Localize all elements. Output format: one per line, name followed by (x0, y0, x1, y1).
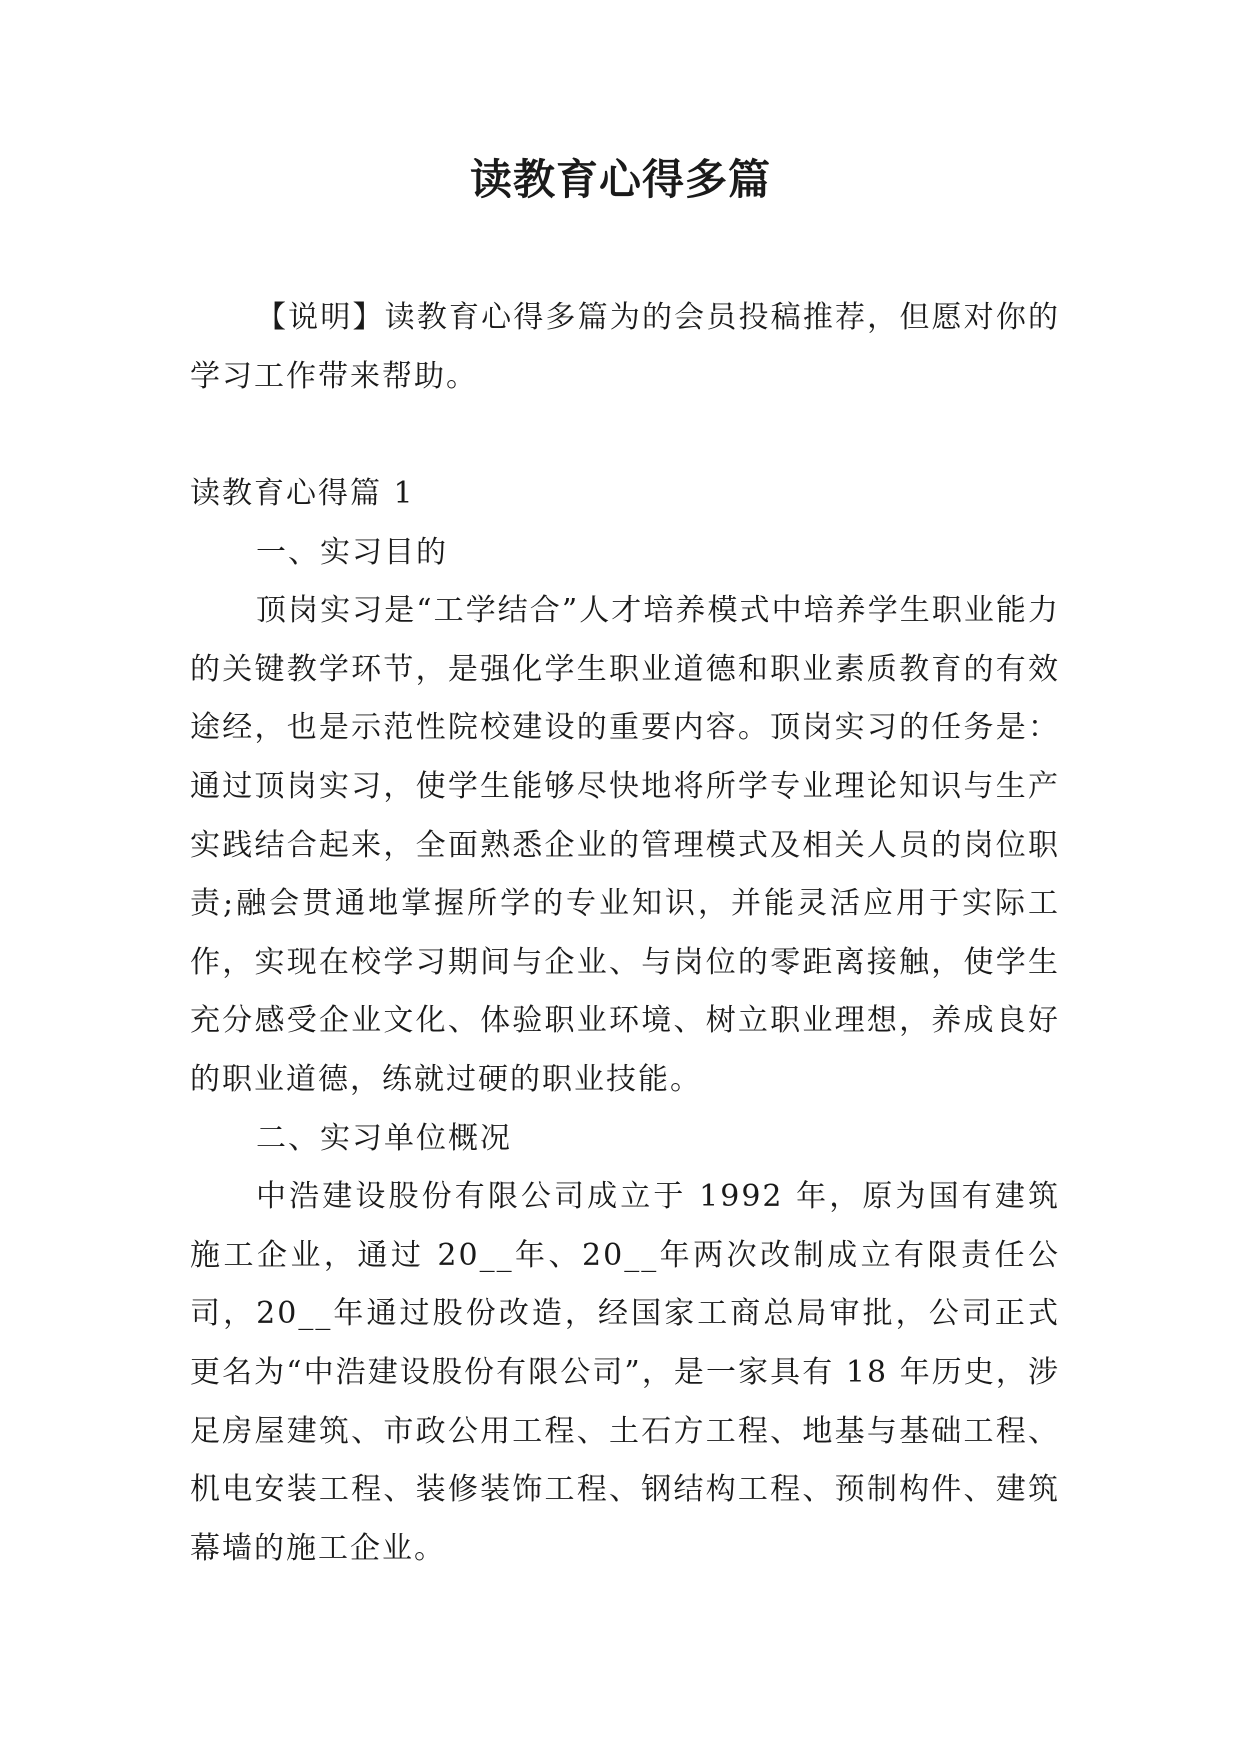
intro-paragraph: 【说明】读教育心得多篇为的会员投稿推荐，但愿对你的学习工作带来帮助。 (190, 300, 1060, 394)
heading-company: 二、实习单位概况 (256, 1120, 512, 1156)
paragraph-company: 中浩建设股份有限公司成立于 1992 年，原为国有建筑施工企业，通过 20__年、20__年两次改制成立有限责任公司，20__年通过股份改造，经国家工商总局审批，公司正式更名为“中浩建设股份有限公司”，是一家具有 18 年历史，涉足房屋建筑、市政公用工程、土石方工程、地基与基础工程、机电安装工程、装修装饰工程、钢结构工程、预制构件、建筑幕墙的施工企业。 (190, 1179, 1060, 1566)
heading-purpose: 一、实习目的 (256, 534, 448, 570)
intro-block (190, 289, 1060, 406)
document-title: 读教育心得多篇 (469, 155, 771, 204)
section-title: 读教育心得篇 1 (190, 476, 415, 511)
article-body (190, 465, 1060, 1578)
paragraph-purpose: 顶岗实习是“工学结合”人才培养模式中培养学生职业能力的关键教学环节，是强化学生职业道德和职业素质教育的有效途经，也是示范性院校建设的重要内容。顶岗实习的任务是：通过顶岗实习，使学生能够尽快地将所学专业理论知识与生产实践结合起来，全面熟悉企业的管理模式及相关人员的岗位职责;融会贯通地掌握所学的专业知识，并能灵活应用于实际工作，实现在校学习期间与企业、与岗位的零距离接触，使学生充分感受企业文化、体验职业环境、树立职业理想，养成良好的职业道德，练就过硬的职业技能。 (190, 593, 1060, 1097)
